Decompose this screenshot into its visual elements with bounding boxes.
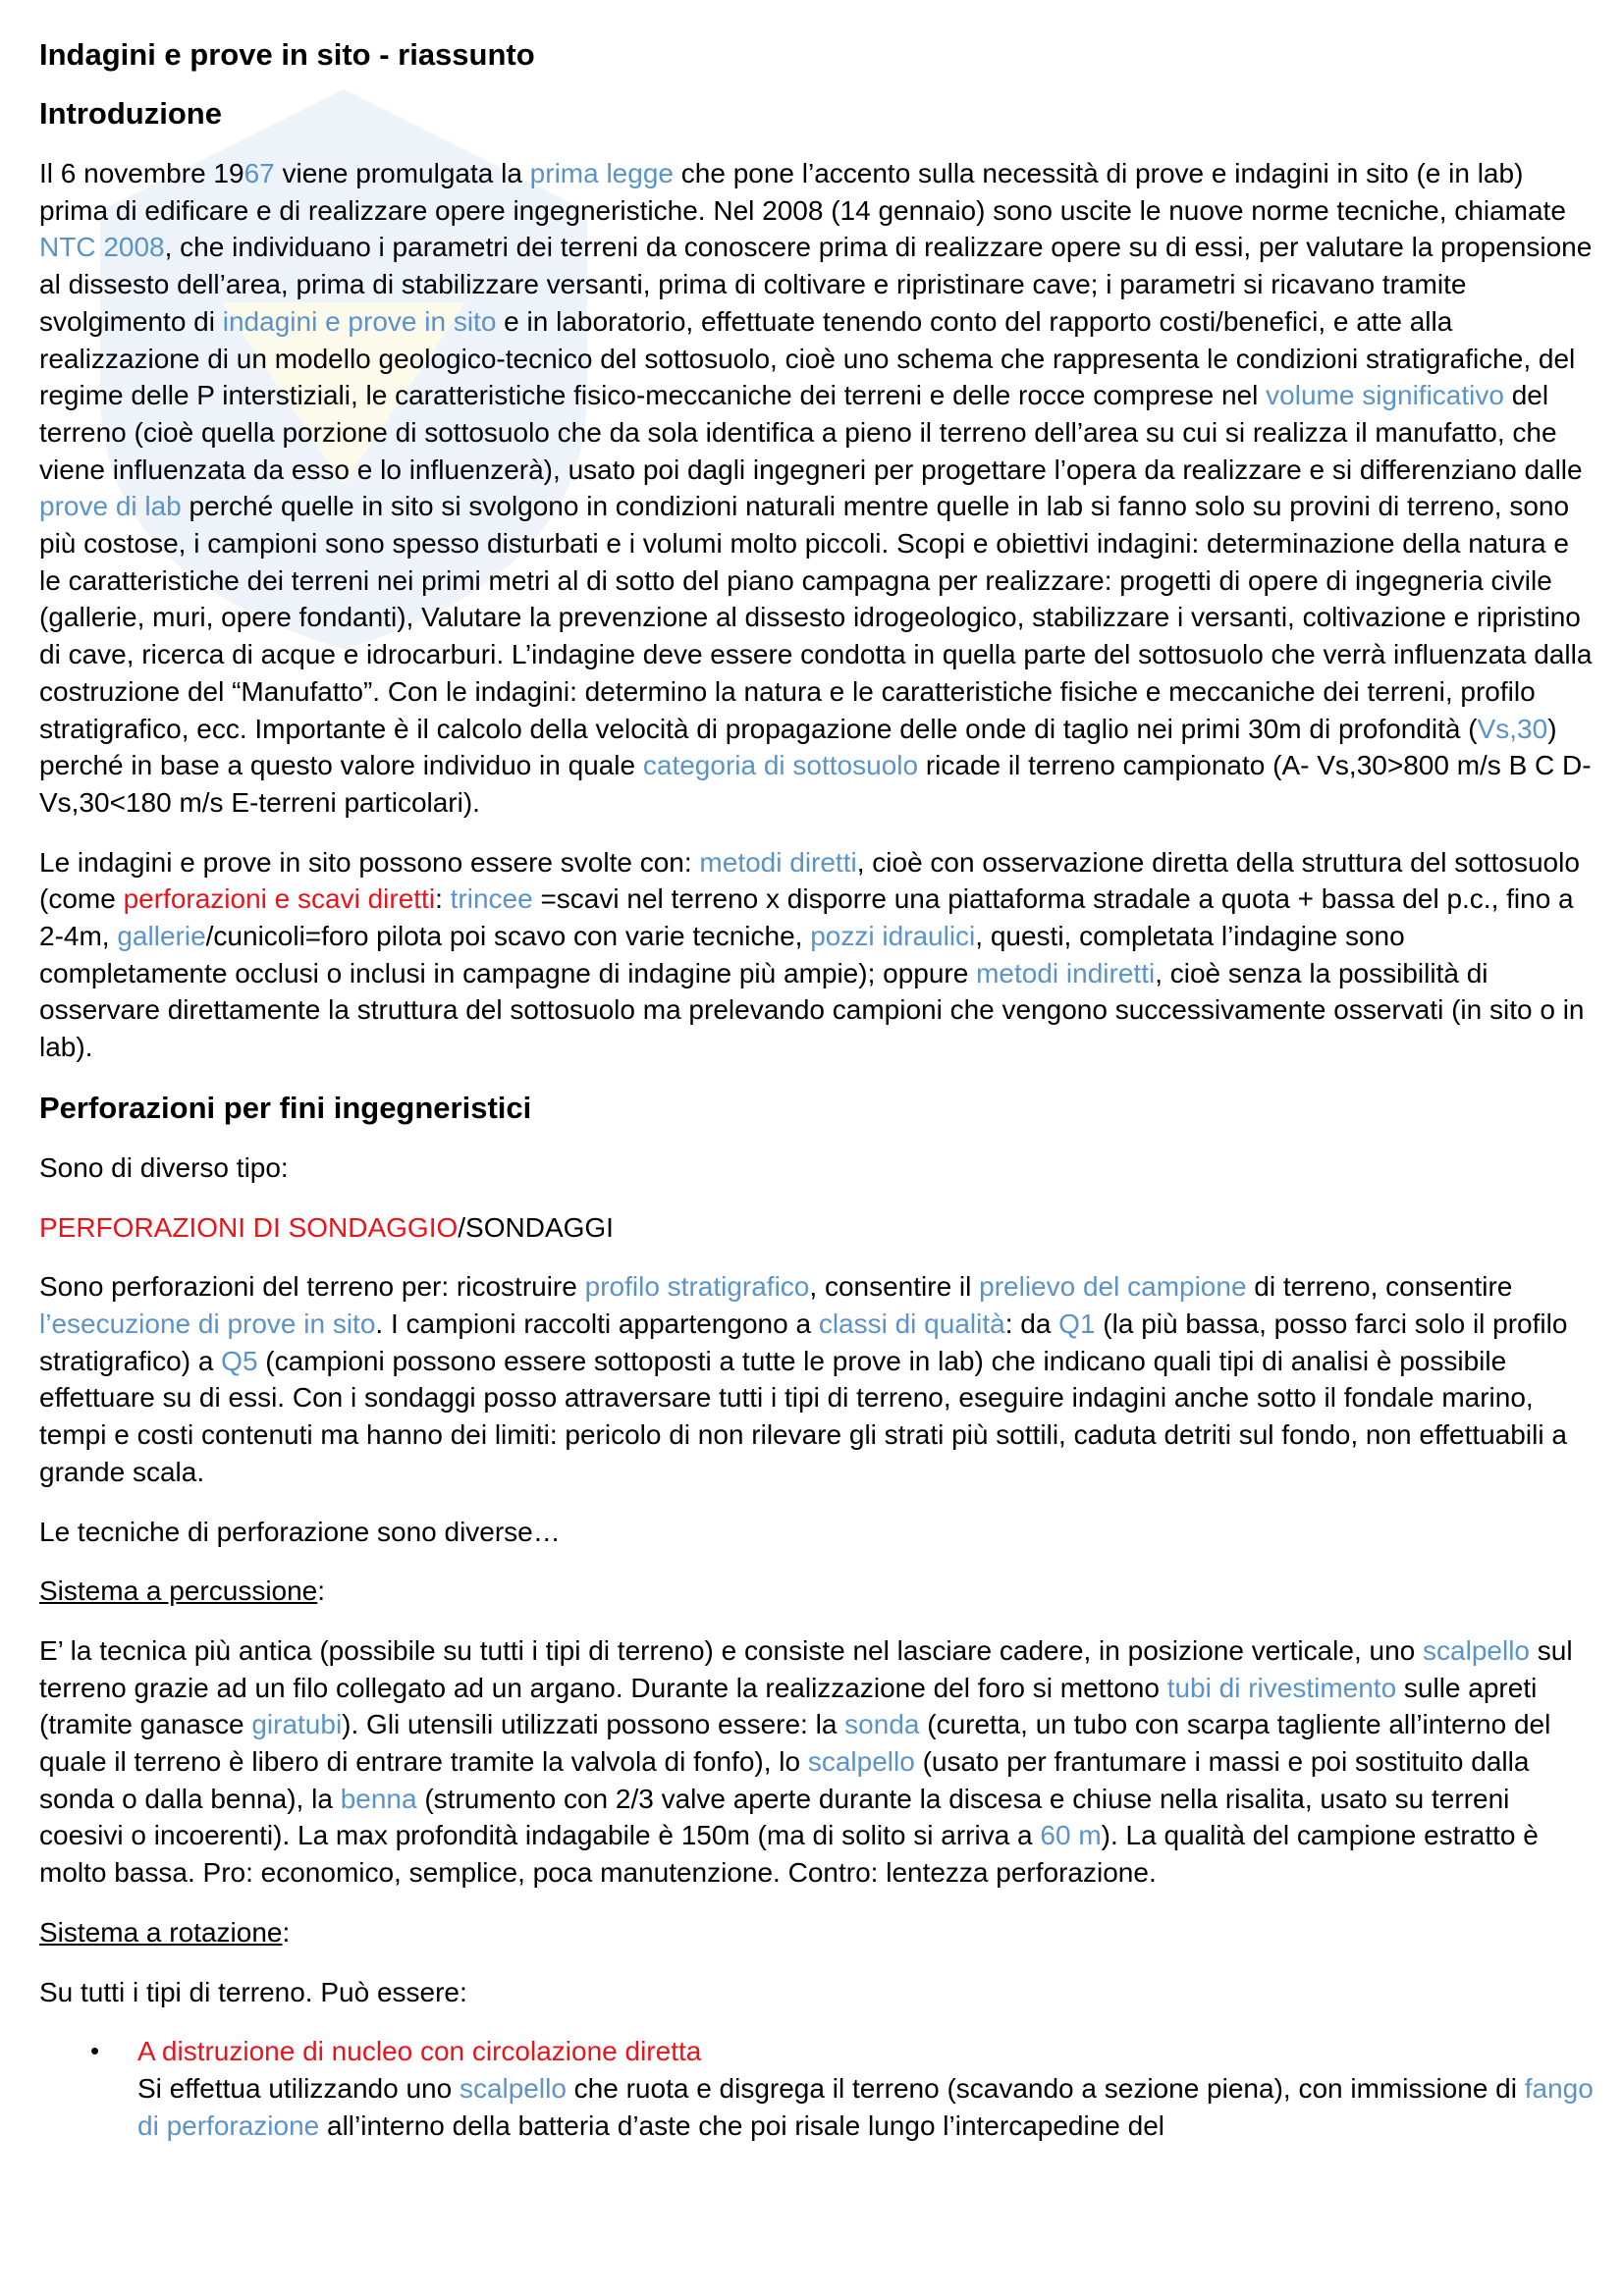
rotazione-description (39, 1974, 1596, 2011)
section-heading-perforazioni: Perforazioni per fini ingegneristici (39, 1090, 532, 1125)
text-run: sulle apreti (tramite ganasce (39, 1672, 1538, 1740)
highlighted-term: Q1 (1058, 1308, 1096, 1339)
highlighted-term: scalpello (1423, 1634, 1530, 1666)
highlighted-term: volume significativo (1266, 380, 1504, 411)
text-run: ). La qualità del campione estratto è molto bassa. Pro: economico, semplice, poca manutenzione. Contro: lentezza perforazione. (39, 1820, 1539, 1889)
text-run: (strumento con 2/3 valve aperte durante la discesa e chiuse nella risalita, usato su terreni coesivi o incoerenti). La max profondità indagabile è 150m (ma di solito si arriva a (39, 1783, 1510, 1851)
text-run: /SONDAGGI (458, 1211, 614, 1243)
text-run: , che individuano i parametri dei terreni da conoscere prima di realizzare opere su di essi, per valutare la propensione al dissesto dell’area, prima di stabilizzare versanti, prima di coltivare e ripristinare cave; i parametri si ricavano tramite svolgimento di (39, 232, 1593, 337)
text-run: /cunicoli=foro pilota poi scavo con varie tecniche, (205, 921, 811, 952)
highlighted-term: giratubi (251, 1709, 343, 1740)
text-run: Le tecniche di perforazione sono diverse… (39, 1516, 561, 1547)
perforazioni-techniques (39, 1514, 1596, 1551)
text-run: =scavi nel terreno x disporre una piattaforma stradale a quota + bassa del p.c., fino a 2-4m, (39, 883, 1574, 952)
text-run: , cioè con osservazione diretta della struttura del sottosuolo (come (39, 846, 1580, 915)
text-run: (la più bassa, posso farci solo il profilo stratigrafico) a (39, 1308, 1568, 1376)
highlighted-term: indagini e prove in sito (222, 305, 497, 337)
highlighted-term: profilo stratigrafico (584, 1271, 810, 1303)
red-term: PERFORAZIONI DI SONDAGGIO (39, 1211, 459, 1243)
text-run: : (317, 1575, 326, 1607)
text-run: sul terreno grazie ad un filo collegato ad un argano. Durante la realizzazione del foro si mettono (39, 1634, 1573, 1703)
highlighted-term: tubi di rivestimento (1166, 1672, 1397, 1703)
highlighted-term: scalpello (459, 2072, 567, 2104)
highlighted-term: Q5 (221, 1345, 258, 1376)
highlighted-term: Vs,30 (1477, 713, 1548, 744)
highlighted-term: 67 (243, 158, 275, 188)
text-run: viene promulgata la (274, 158, 530, 188)
bullet-icon: • (90, 2036, 100, 2066)
highlighted-term: fango di perforazione (137, 2072, 1594, 2141)
text-run: Sono perforazioni del terreno per: ricostruire (39, 1271, 585, 1303)
document-page (39, 35, 1596, 2144)
highlighted-term: prima legge (529, 158, 674, 188)
list-item-text (137, 2070, 1596, 2144)
underlined-label: Sistema a percussione (39, 1575, 318, 1607)
red-term: A distruzione di nucleo con circolazione diretta (137, 2036, 702, 2067)
perforazioni-subtitle (39, 1209, 1596, 1247)
text-run: Su tutti i tipi di terreno. Può essere: (39, 1976, 467, 2007)
text-run: di terreno, consentire (1246, 1271, 1513, 1303)
highlighted-term: categoria di sottosuolo (642, 750, 919, 781)
highlighted-term: scalpello (807, 1746, 915, 1778)
highlighted-term: prove di lab (39, 491, 182, 522)
highlighted-term: metodi diretti (699, 846, 857, 878)
text-run: che pone l’accento sulla necessità di prove e indagini in sito (e in lab) prima di edificare e di realizzare opere ingegneristiche. Nel 2008 (14 gennaio) sono uscite le nuove norme tecniche, chiamate (39, 158, 1566, 226)
underlined-label: Sistema a rotazione (39, 1916, 283, 1948)
text-run: E’ la tecnica più antica (possibile su tutti i tipi di terreno) e consiste nel lasciare cadere, in posizione verticale, uno (39, 1634, 1424, 1666)
section-heading-introduzione: Introduzione (39, 96, 222, 131)
text-run: Si effettua utilizzando uno (137, 2072, 460, 2104)
text-run: ) perché in base a questo valore individuo in quale (39, 713, 1557, 781)
text-run: , questi, completata l’indagine sono completamente occlusi o inclusi in campagne di indagine più ampie); oppure (39, 921, 1405, 988)
text-run: , consentire il (809, 1271, 980, 1303)
red-term: perforazioni e scavi diretti (123, 883, 436, 915)
text-run: all’interno della batteria d’aste che poi risale lungo l’intercapedine del (319, 2109, 1165, 2141)
text-run: (curetta, un tubo con scarpa tagliente all’interno del quale il terreno è libero di entrare tramite la valvola di fonfo), lo (39, 1709, 1551, 1778)
highlighted-term: trincee (450, 883, 533, 915)
text-run: : (435, 883, 451, 915)
intro-paragraph-2 (39, 844, 1596, 1066)
percussione-description (39, 1632, 1596, 1892)
text-run: Sono di diverso tipo: (39, 1151, 289, 1183)
text-run: che ruota e disgrega il terreno (scavando a sezione piena), con immissione di (566, 2072, 1525, 2104)
document-title: Indagini e prove in sito - riassunto (39, 37, 535, 72)
rotazione-label (39, 1914, 1596, 1951)
highlighted-term: classi di qualità (818, 1308, 1005, 1339)
intro-paragraph-1 (39, 155, 1596, 822)
text-run: del terreno (cioè quella porzione di sottosuolo che da sola identifica a pieno il terreno dell’area su cui si realizza il manufatto, che viene influenzata da esso e lo influenzerà), usato poi dagli ingegneri per progettare l’opera da realizzare e si differenziano dalle (39, 380, 1583, 485)
text-run: (usato per frantumare i massi e poi sostituito dalla sonda o dalla benna), la (39, 1746, 1530, 1814)
highlighted-term: 60 m (1040, 1820, 1102, 1851)
text-run: : da (1004, 1308, 1059, 1339)
highlighted-term: pozzi idraulici (810, 921, 976, 952)
list-item (39, 2033, 1596, 2144)
text-run: Il 6 novembre 19 (39, 158, 244, 188)
text-run: , cioè senza la possibilità di osservare direttamente la struttura del sottosuolo ma prelevando campioni che vengono successivamente osservati (in sito o in lab). (39, 957, 1585, 1063)
text-run: perché quelle in sito si svolgono in condizioni naturali mentre quelle in lab si fanno solo su provini di terreno, sono più costose, i campioni sono spesso disturbati e i volumi molto piccoli. Scopi e obiettivi indagini: determinazione della natura e le caratteristiche dei terreni nei primi metri al di sotto del piano campagna per realizzare: progetti di opere di ingegneria civile (gallerie, muri, opere fondanti), Valutare la prevenzione al dissesto idrogeologico, stabilizzare i versanti, coltivazione e ripristino di cave, ricerca di acque e idrocarburi. L’indagine deve essere condotta in quella parte del sottosuolo che verrà influenzata dalla costruzione del “Manufatto”. Con le indagini: determino la natura e le caratteristiche fisiche e meccaniche dei terreni, profilo stratigrafico, ecc. Importante è il calcolo della velocità di propagazione delle onde di taglio nei primi 30m di profondità ( (39, 491, 1593, 744)
highlighted-term: metodi indiretti (976, 957, 1156, 988)
highlighted-term: gallerie (117, 921, 206, 952)
text-run: e in laboratorio, effettuate tenendo conto del rapporto costi/benefici, e atte alla realizzazione di un modello geologico-tecnico del sottosuolo, cioè uno schema che rappresenta le condizioni stratigrafiche, del regime delle P interstiziali, le caratteristiche fisico-meccaniche dei terreni e delle rocce comprese nel (39, 305, 1576, 411)
highlighted-term: l’esecuzione di prove in sito (39, 1308, 376, 1339)
text-run: ). Gli utensili utilizzati possono essere: la (342, 1709, 845, 1740)
perforazioni-intro (39, 1149, 1596, 1187)
highlighted-term: prelievo del campione (979, 1271, 1247, 1303)
highlighted-term: benna (340, 1783, 417, 1814)
perforazioni-description (39, 1268, 1596, 1490)
highlighted-term: sonda (844, 1709, 920, 1740)
text-run: Le indagini e prove in sito possono essere svolte con: (39, 846, 700, 878)
text-run: ricade il terreno campionato (A- Vs,30>800 m/s B C D- Vs,30<180 m/s E-terreni particolari). (39, 750, 1592, 818)
text-run: (campioni possono essere sottoposti a tutte le prove in lab) che indicano quali tipi di analisi è possibile effettuare su di essi. Con i sondaggi posso attraversare tutti i tipi di terreno, eseguire indagini anche sotto il fondale marino, tempi e costi contenuti ma hanno dei limiti: pericolo di non rilevare gli strati più sottili, caduta detriti sul fondo, non effettuabili a grande scala. (39, 1345, 1567, 1487)
text-run: : (282, 1916, 291, 1948)
rotazione-list (39, 2033, 1596, 2144)
text-run: . I campioni raccolti appartengono a (375, 1308, 819, 1339)
highlighted-term: NTC 2008 (39, 232, 165, 263)
percussione-label (39, 1573, 1596, 1610)
list-item-title (137, 2033, 1596, 2070)
